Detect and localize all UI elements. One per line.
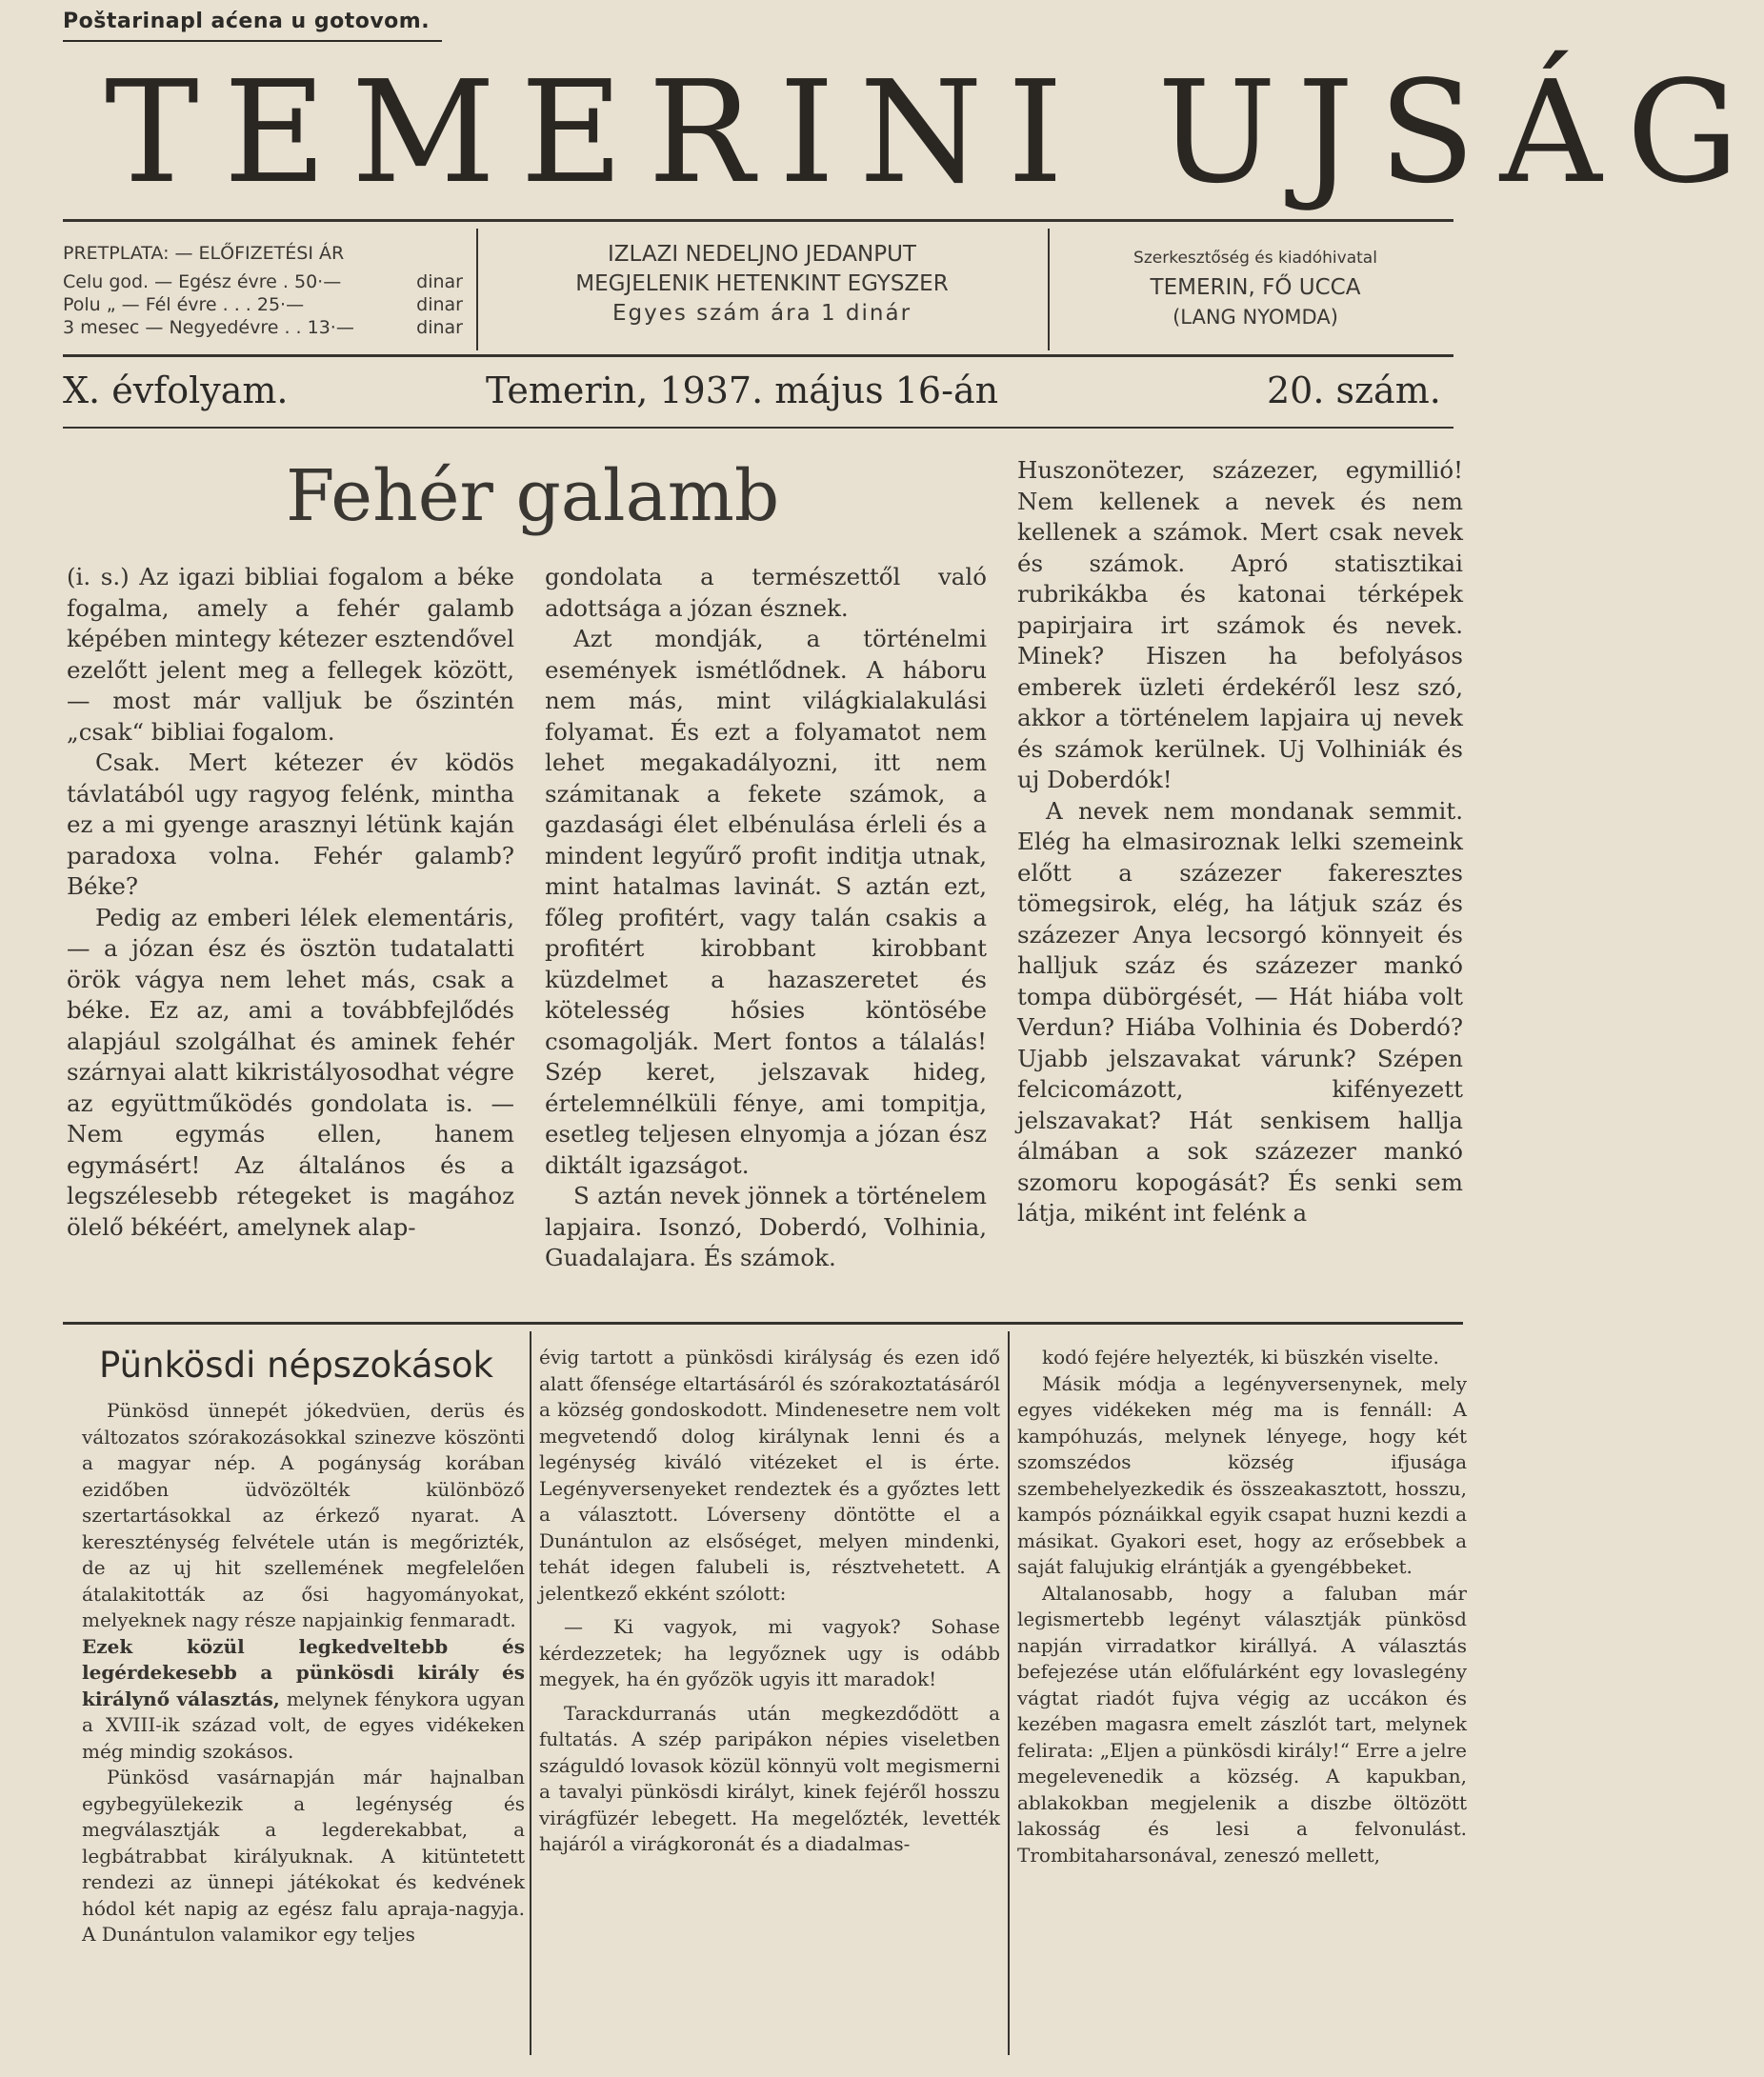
paragraph: Huszonötezer, százezer, egymillió! Nem kellenek a nevek és nem kellenek a számok. Mert csak nevek és számok. Apró statisztikai rubrikákba és katonai térképek papirjaira irt számok és nevek. Minek? Hiszen ha befolyásos emberek üzleti érdekéről lesz szó, akkor a történelem lapjaira uj nevek és számok kerülnek. Uj Volhiniák és uj Doberdók! xyxy=(1017,456,1463,793)
article-title: Fehér galamb xyxy=(286,455,780,537)
issue-number: 20. szám. xyxy=(1267,369,1441,411)
paragraph: Másik módja a legényversenynek, mely egyes vidékeken még ma is fennáll: A kampóhuzás, melynek lényege, hogy két szomszédos község ifjusága szembehelyezkedik és összeakasztott, hosszu, kampós póznáikkal egyik csapat huzni kezdi a másikat. Gyakori eset, hogy az erősebbek a saját falujukig elrántják a gyengébbeket. xyxy=(1017,1371,1467,1578)
subscription-row: Polu „ — Fél évre . . . 25·— dinar xyxy=(63,294,463,315)
subscription-row: 3 mesec — Negyedévre . . 13·— dinar xyxy=(63,317,463,338)
issue-date: Temerin, 1937. május 16-án xyxy=(486,369,999,411)
article-column xyxy=(1017,455,1463,1229)
header-divider-right xyxy=(1048,229,1050,350)
article-column xyxy=(67,562,514,1243)
paragraph: A nevek nem mondanak semmit. Elég ha elmasiroznak lelki szemeink előtt a százezer fakeresztes tömegsirok, elég, ha látjuk száz és százezer Anya lecsorgó könnyeit és halljuk száz és százezer mankó tompa dübörgését, — Hát hiába volt Verdun? Hiába Volhinia és Doberdó? Ujabb jelszavakat várunk? Szépen felcicomázott, kifényezett jelszavakat? Hát senkisem hallja álmában a sok százezer mankó szomoru kopogását? És senki sem látja, miként int felénk a xyxy=(1017,796,1463,1227)
article-column xyxy=(539,1345,1000,1858)
paragraph: évig tartott a pünkösdi királyság és ezen idő alatt őfensége eltartásáról és szórakoztatásáról a község gondoskodott. Mindenesetre nem volt megvetendő dolog királynak lenni és a legénység kiváló vitézeket el is érte. Legényversenyeket rendeztek és a győztes lett a választott. Lóverseny döntötte el a Dunántulon az elsőséget, melyen mindenki, tehát idegen falubeli is, résztvehetett. A jelentkező ekként szólott: xyxy=(539,1346,1000,1605)
paragraph: gondolata a természettől való adottsága a józan észnek. xyxy=(545,563,987,622)
paragraph: — Ki vagyok, mi vagyok? Sohase kérdezzetek; ha legyőznek ugy is odább megyek, ha én győzök ugyis itt maradok! xyxy=(539,1615,1000,1690)
office-box xyxy=(1057,244,1453,332)
paragraph: (i. s.) Az igazi bibliai fogalom a béke fogalma, amely a fehér galamb képében mintegy kétezer esztendővel ezelőtt jelent meg a fellegek között, — most már valljuk be őszintén „csak“ bibliai fogalom. xyxy=(67,563,514,746)
paragraph: Tarackdurranás után megkezdődött a fultatás. A szép paripákon népies viseletben száguldó lovasok közül könnyü volt megismerni a tavalyi pünkösdi királyt, kinek fejéről hosszu virágfüzér lebegett. Ha megelőzték, levették hajáról a virágkoronát és a diadalmas- xyxy=(539,1701,1000,1855)
issue-price: Egyes szám ára 1 dinár xyxy=(611,301,912,326)
article-column xyxy=(82,1398,525,1948)
column-divider xyxy=(1008,1331,1010,2055)
paragraph: Azt mondják, a történelmi események ismétlődnek. A háboru nem más, mint világkialakulási folyamat. És ezt a folyamatot nem lehet megakadályozni, itt nem számitanak a fekete számok, a gazdasági élet elbénulása érleli és a mindent legyűrő profit inditja utnak, mint hatalmas lavinát. S aztán ezt, főleg profitért, vagy talán csakis a profitért kirobbant kirobbant küzdelmet a hazaszeretet és kötelesség hősies köntösébe csomagolják. Mert fontos a tálalás! Szép keret, jelszavak hideg, értelemnélküli fénye, ami tompitja, esetleg teljesen elnyomja a józan ész diktált igazságot. xyxy=(545,625,987,1179)
paragraph: Pünkösd ünnepét jókedvüen, derüs és változatos szórakozásokkal szinezve köszönti a magyar nép. A pogányság korában ezidőben üdvözölték különböző szertartásokkal az érkező nyarat. A kereszténység felvétele után is megőrizték, de az uj hit szellemének megfelelően átalakitották az ősi hagyományokat, melyeknek nagy része napjainkig fenmaradt. xyxy=(82,1399,525,1631)
publication-line: IZLAZI NEDELJNO JEDANPUT xyxy=(608,242,916,267)
office-line: Szerkesztőség és kiadóhivatal xyxy=(1133,249,1377,268)
paragraph: Csak. Mert kétezer év ködös távlatából ugy ragyog felénk, mintha ez a mi gyenge arasznyi létünk kaján paradoxa volna. Fehér galamb? Béke? xyxy=(67,749,514,900)
issue-line-rule xyxy=(63,427,1453,429)
article-title: Pünkösdi népszokások xyxy=(99,1345,493,1386)
paragraph: Pünkösd vasárnapján már hajnalban egybegyülekezik a legénység és megválasztják a legderekabbat, a legbátrabbat királyuknak. A kitüntetett rendezi az ünnepi játékokat és kedvének hódol két napig az egész falu apraja-nagyja. A Dunántulon valamikor egy teljes xyxy=(82,1766,525,1946)
postage-note: Poštarinapl aćena u gotovom. xyxy=(63,10,431,33)
paragraph: S aztán nevek jönnek a történelem lapjaira. Isonzó, Doberdó, Volhinia, Guadalajara. És számok. xyxy=(545,1182,987,1271)
postage-underline xyxy=(63,40,442,42)
header-bottom-rule xyxy=(63,354,1453,357)
section-divider xyxy=(63,1322,1463,1325)
article-column xyxy=(545,562,987,1274)
paragraph: kodó fejére helyezték, ki büszkén viselte. xyxy=(1042,1346,1439,1368)
column-divider xyxy=(530,1331,531,2055)
publication-line: MEGJELENIK HETENKINT EGYSZER xyxy=(575,271,949,296)
article-column xyxy=(1017,1345,1467,1868)
paragraph: Ezek közül legkedveltebb és legérdekesebb a pünkösdi király és királynő választás, melynek fénykora ugyan a XVIII-ik század volt, de egyes vidékeken még mindig szokásos. xyxy=(82,1634,525,1763)
paragraph: Pedig az emberi lélek elementáris, — a józan ész és ösztön tudatalatti örök vágya nem lehet más, csak a béke. Ez az, ami a továbbfejlődés alapjául szolgálhat és aminek fehér szárnyai alatt kikristályosodhat végre az együttműködés gondolata is. — Nem egymás ellen, hanem egymásért! Az általános és a legszélesebb rétegeket is magához ölelő békéért, amelynek alap- xyxy=(67,903,514,1241)
header-divider-left xyxy=(476,229,478,350)
paragraph: Altalanosabb, hogy a faluban már legismertebb legényt választják pünkösd napján virradatkor királlyá. A választás befejezése után előfulárként egy lovaslegény vágtat riadót fujva végig az uccákon és kezében magasra emelt zászlót tart, melynek felirata: „Eljen a pünkösdi király!“ Erre a jelre megelevenedik a község. A kapukban, ablakokban megjelenik a diszbe öltözött lakosság és lesi a felvonulást. Trombitaharsonával, zeneszó mellett, xyxy=(1017,1581,1467,1867)
header-top-rule xyxy=(63,219,1453,222)
subscription-row: Celu god. — Egész évre . 50·— dinar xyxy=(63,271,463,292)
subscription-box xyxy=(63,242,463,339)
publication-box xyxy=(486,240,1038,329)
office-printer: (LANG NYOMDA) xyxy=(1173,306,1338,329)
volume-label: X. évfolyam. xyxy=(63,369,289,411)
subscription-label: PRETPLATA: — ELŐFIZETÉSI ÁR xyxy=(63,243,345,264)
office-address: TEMERIN, FŐ UCCA xyxy=(1150,275,1361,300)
masthead-title: TEMERINI UJSÁG xyxy=(105,50,1764,214)
